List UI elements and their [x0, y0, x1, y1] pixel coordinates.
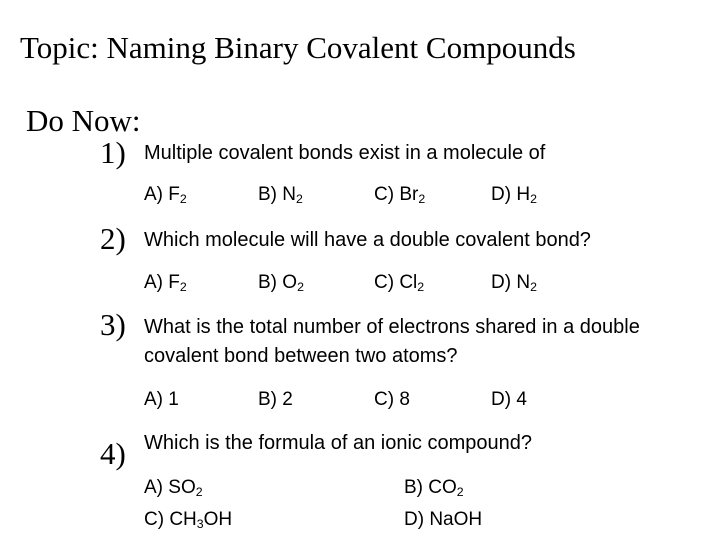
option-formula: $F_2$	[168, 184, 187, 207]
question-1-number: 1)	[100, 135, 126, 170]
option-formula: $F_2$	[168, 272, 187, 295]
option-formula: $N_2$	[282, 184, 303, 207]
option-letter: A)	[144, 272, 169, 293]
option-letter: B)	[404, 477, 429, 498]
q4-option-c	[144, 509, 232, 531]
option-formula: 2	[282, 389, 293, 410]
q1-option-d	[491, 184, 537, 206]
question-2-text: Which molecule will have a double covalent bond?	[144, 229, 591, 251]
question-4-number: 4)	[100, 436, 126, 471]
option-formula: 8	[399, 389, 410, 410]
option-formula: 1	[168, 389, 179, 410]
question-3-number: 3)	[100, 307, 126, 342]
q4-option-b	[404, 477, 464, 499]
option-letter: D)	[491, 184, 517, 205]
q3-option-b	[258, 389, 293, 411]
question-1-text: Multiple covalent bonds exist in a molecule of	[144, 142, 546, 164]
option-formula: $Cl_2$	[399, 272, 425, 295]
option-letter: A)	[144, 477, 169, 498]
option-letter: A)	[144, 389, 169, 410]
q3-option-c	[374, 389, 410, 411]
q3-option-a	[144, 389, 179, 411]
q3-option-d	[491, 389, 527, 411]
q4-option-d	[404, 509, 482, 531]
option-formula: $CH_3OH$	[169, 509, 233, 532]
option-letter: D)	[491, 272, 517, 293]
q2-option-a	[144, 272, 187, 294]
q1-option-a	[144, 184, 187, 206]
question-3-line-2: covalent bond between two atoms?	[144, 345, 458, 367]
q1-option-b	[258, 184, 303, 206]
option-letter: A)	[144, 184, 169, 205]
q4-option-a	[144, 477, 203, 499]
option-letter: C)	[374, 272, 400, 293]
option-letter: B)	[258, 272, 283, 293]
page-title: Topic: Naming Binary Covalent Compounds	[20, 30, 576, 65]
option-letter: D)	[491, 389, 517, 410]
q2-option-c	[374, 272, 424, 294]
q2-option-b	[258, 272, 304, 294]
option-formula: $Br_2$	[399, 184, 426, 207]
option-formula: $SO_2$	[168, 477, 203, 500]
option-formula: $O_2$	[282, 272, 304, 295]
option-letter: B)	[258, 184, 283, 205]
question-3-text	[144, 313, 640, 371]
option-formula: $CO_2$	[428, 477, 464, 500]
option-letter: B)	[258, 389, 283, 410]
question-4-text: Which is the formula of an ionic compound?	[144, 432, 532, 454]
do-now-label: Do Now:	[26, 103, 141, 138]
option-letter: C)	[144, 509, 170, 530]
option-letter: D)	[404, 509, 430, 530]
q1-option-c	[374, 184, 425, 206]
option-letter: C)	[374, 184, 400, 205]
option-letter: C)	[374, 389, 400, 410]
option-formula: $H_2$	[516, 184, 537, 207]
question-2-number: 2)	[100, 221, 126, 256]
question-3-line-1: What is the total number of electrons shared in a double	[144, 316, 640, 338]
option-formula: $N_2$	[516, 272, 537, 295]
option-formula: NaOH	[429, 509, 483, 530]
option-formula: 4	[516, 389, 527, 410]
q2-option-d	[491, 272, 537, 294]
